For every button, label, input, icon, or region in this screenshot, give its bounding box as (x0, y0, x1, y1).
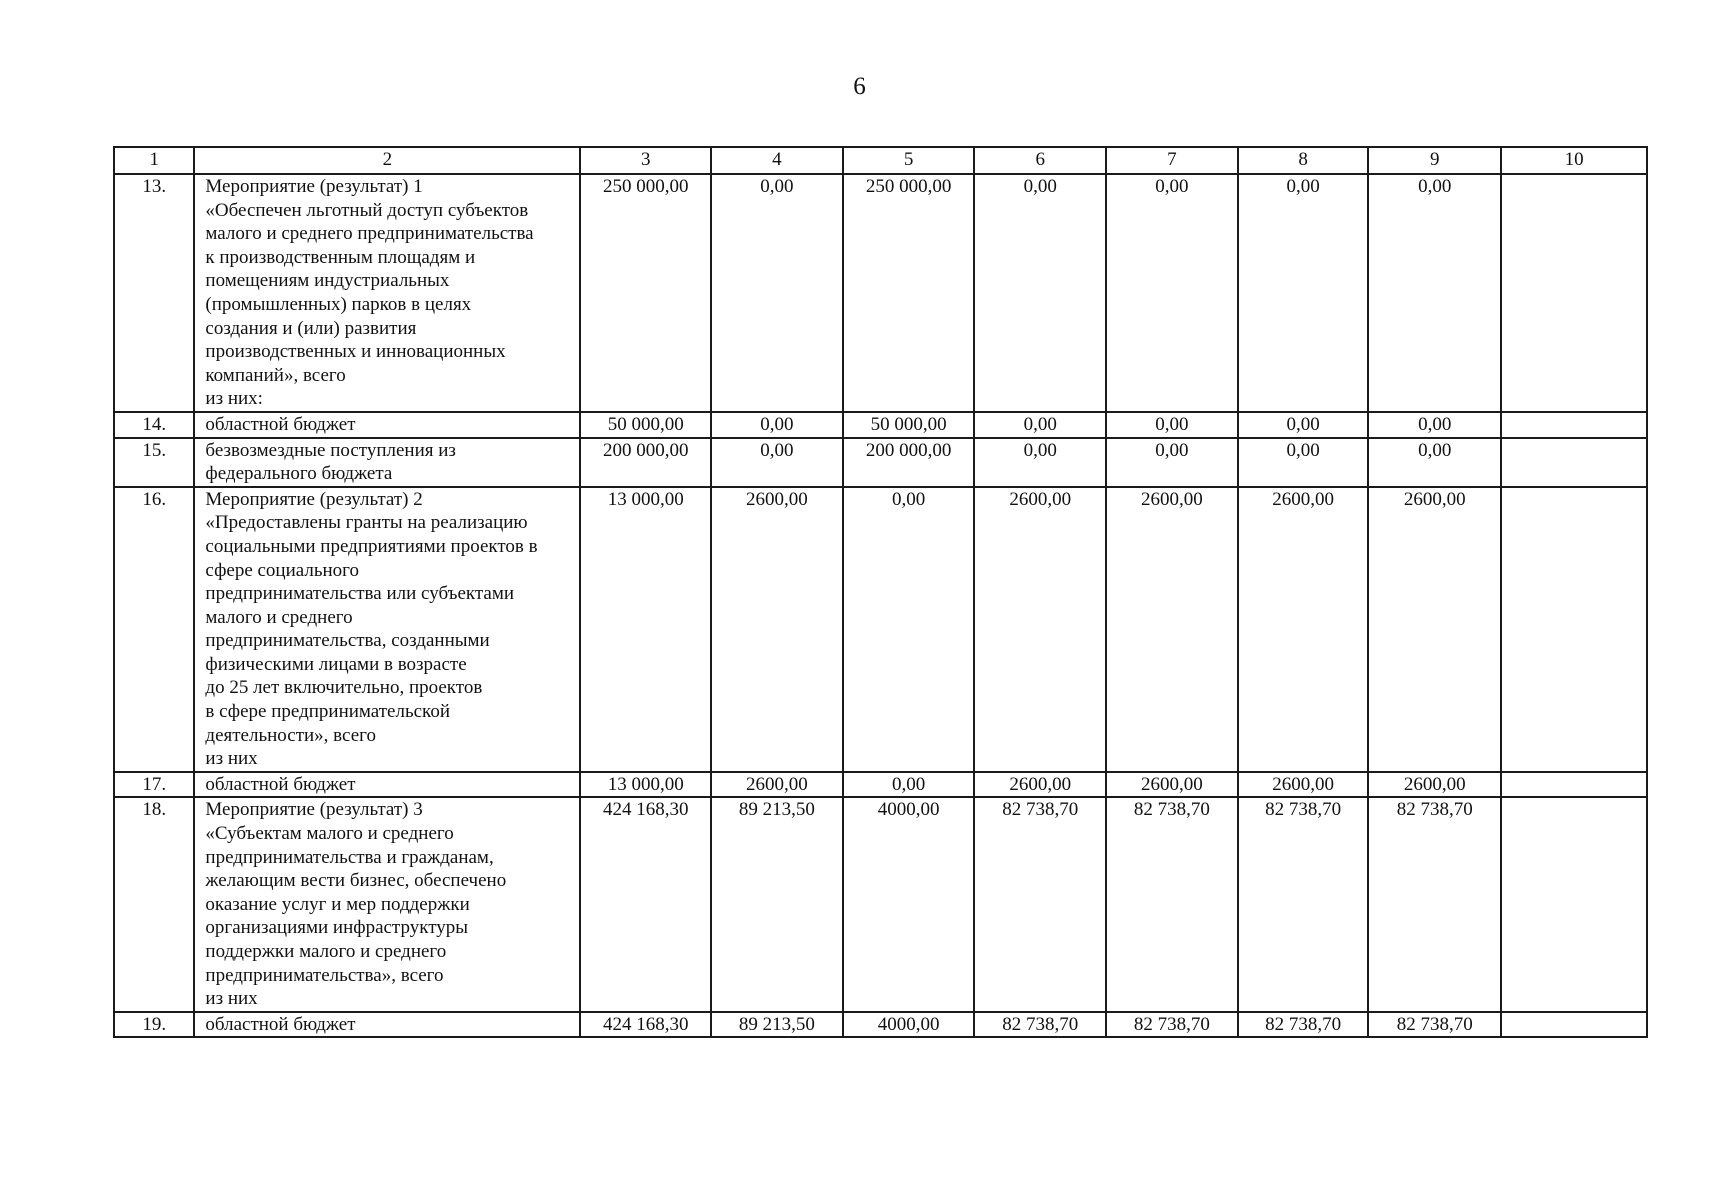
row-description: безвозмездные поступления из федерального бюджета (194, 438, 580, 487)
value-cell-col-5: 200 000,00 (843, 438, 975, 487)
value-cell-col-8: 2600,00 (1238, 487, 1369, 772)
value-cell-col-5: 250 000,00 (843, 174, 975, 412)
note-cell (1501, 772, 1647, 798)
value-cell-col-7: 0,00 (1106, 438, 1238, 487)
value-cell-col-8: 0,00 (1238, 174, 1369, 412)
value-cell-col-5: 0,00 (843, 772, 975, 798)
row-number: 15. (114, 438, 194, 487)
column-header: 8 (1238, 147, 1369, 174)
note-cell (1501, 438, 1647, 487)
note-cell (1501, 487, 1647, 772)
value-cell-col-6: 2600,00 (974, 487, 1106, 772)
value-cell-col-7: 0,00 (1106, 174, 1238, 412)
column-header: 5 (843, 147, 975, 174)
column-header: 4 (711, 147, 843, 174)
note-cell (1501, 412, 1647, 438)
row-number: 16. (114, 487, 194, 772)
value-cell-col-3: 424 168,30 (580, 797, 711, 1011)
value-cell-col-3: 250 000,00 (580, 174, 711, 412)
table-row (114, 1012, 1647, 1038)
column-header: 1 (114, 147, 194, 174)
value-cell-col-8: 82 738,70 (1238, 797, 1369, 1011)
column-header: 10 (1501, 147, 1647, 174)
column-header: 2 (194, 147, 580, 174)
column-header: 6 (974, 147, 1106, 174)
budget-table (113, 146, 1648, 1038)
note-cell (1501, 797, 1647, 1011)
table-row (114, 487, 1647, 772)
row-number: 14. (114, 412, 194, 438)
note-cell (1501, 174, 1647, 412)
row-description: Мероприятие (результат) 1 «Обеспечен льготный доступ субъектов малого и среднего предпринимательства к производственным площадям и помещениям индустриальных (промышленных) парков в целях создания и (или) развития производственных и инновационных компаний», всего из них: (194, 174, 580, 412)
row-description: областной бюджет (194, 412, 580, 438)
column-header: 9 (1368, 147, 1501, 174)
table-body (114, 174, 1647, 1037)
value-cell-col-8: 0,00 (1238, 438, 1369, 487)
value-cell-col-8: 2600,00 (1238, 772, 1369, 798)
value-cell-col-7: 2600,00 (1106, 772, 1238, 798)
row-number: 13. (114, 174, 194, 412)
table-header (114, 147, 1647, 174)
value-cell-col-8: 0,00 (1238, 412, 1369, 438)
value-cell-col-5: 0,00 (843, 487, 975, 772)
value-cell-col-7: 0,00 (1106, 412, 1238, 438)
value-cell-col-6: 82 738,70 (974, 1012, 1106, 1038)
value-cell-col-3: 13 000,00 (580, 772, 711, 798)
value-cell-col-9: 2600,00 (1368, 487, 1501, 772)
row-description: Мероприятие (результат) 3 «Субъектам малого и среднего предпринимательства и гражданам, желающим вести бизнес, обеспечено оказание услуг и мер поддержки организациями инфраструктуры поддержки малого и среднего предпринимательства», всего из них (194, 797, 580, 1011)
value-cell-col-4: 2600,00 (711, 772, 843, 798)
value-cell-col-6: 0,00 (974, 438, 1106, 487)
value-cell-col-6: 2600,00 (974, 772, 1106, 798)
value-cell-col-4: 2600,00 (711, 487, 843, 772)
row-number: 17. (114, 772, 194, 798)
value-cell-col-5: 4000,00 (843, 1012, 975, 1038)
page-number: 6 (853, 73, 866, 100)
column-header: 7 (1106, 147, 1238, 174)
value-cell-col-4: 0,00 (711, 438, 843, 487)
row-description: областной бюджет (194, 1012, 580, 1038)
header-row (114, 147, 1647, 174)
value-cell-col-4: 0,00 (711, 412, 843, 438)
value-cell-col-6: 82 738,70 (974, 797, 1106, 1011)
value-cell-col-3: 424 168,30 (580, 1012, 711, 1038)
value-cell-col-8: 82 738,70 (1238, 1012, 1369, 1038)
value-cell-col-7: 2600,00 (1106, 487, 1238, 772)
value-cell-col-9: 0,00 (1368, 174, 1501, 412)
value-cell-col-5: 4000,00 (843, 797, 975, 1011)
value-cell-col-6: 0,00 (974, 412, 1106, 438)
table-row (114, 174, 1647, 412)
value-cell-col-9: 2600,00 (1368, 772, 1501, 798)
value-cell-col-3: 50 000,00 (580, 412, 711, 438)
value-cell-col-4: 0,00 (711, 174, 843, 412)
row-number: 18. (114, 797, 194, 1011)
value-cell-col-4: 89 213,50 (711, 1012, 843, 1038)
table-row (114, 412, 1647, 438)
value-cell-col-9: 82 738,70 (1368, 1012, 1501, 1038)
value-cell-col-7: 82 738,70 (1106, 1012, 1238, 1038)
value-cell-col-3: 13 000,00 (580, 487, 711, 772)
value-cell-col-6: 0,00 (974, 174, 1106, 412)
row-description: Мероприятие (результат) 2 «Предоставлены гранты на реализацию социальными предприятиями проектов в сфере социального предпринимательства или субъектами малого и среднего предпринимательства, созданными физическими лицами в возрасте до 25 лет включительно, проектов в сфере предпринимательской деятельности», всего из них (194, 487, 580, 772)
value-cell-col-9: 0,00 (1368, 412, 1501, 438)
value-cell-col-7: 82 738,70 (1106, 797, 1238, 1011)
table-row (114, 772, 1647, 798)
note-cell (1501, 1012, 1647, 1038)
column-header: 3 (580, 147, 711, 174)
value-cell-col-5: 50 000,00 (843, 412, 975, 438)
row-number: 19. (114, 1012, 194, 1038)
table-row (114, 438, 1647, 487)
value-cell-col-9: 82 738,70 (1368, 797, 1501, 1011)
value-cell-col-3: 200 000,00 (580, 438, 711, 487)
value-cell-col-4: 89 213,50 (711, 797, 843, 1011)
table-row (114, 797, 1647, 1011)
row-description: областной бюджет (194, 772, 580, 798)
value-cell-col-9: 0,00 (1368, 438, 1501, 487)
